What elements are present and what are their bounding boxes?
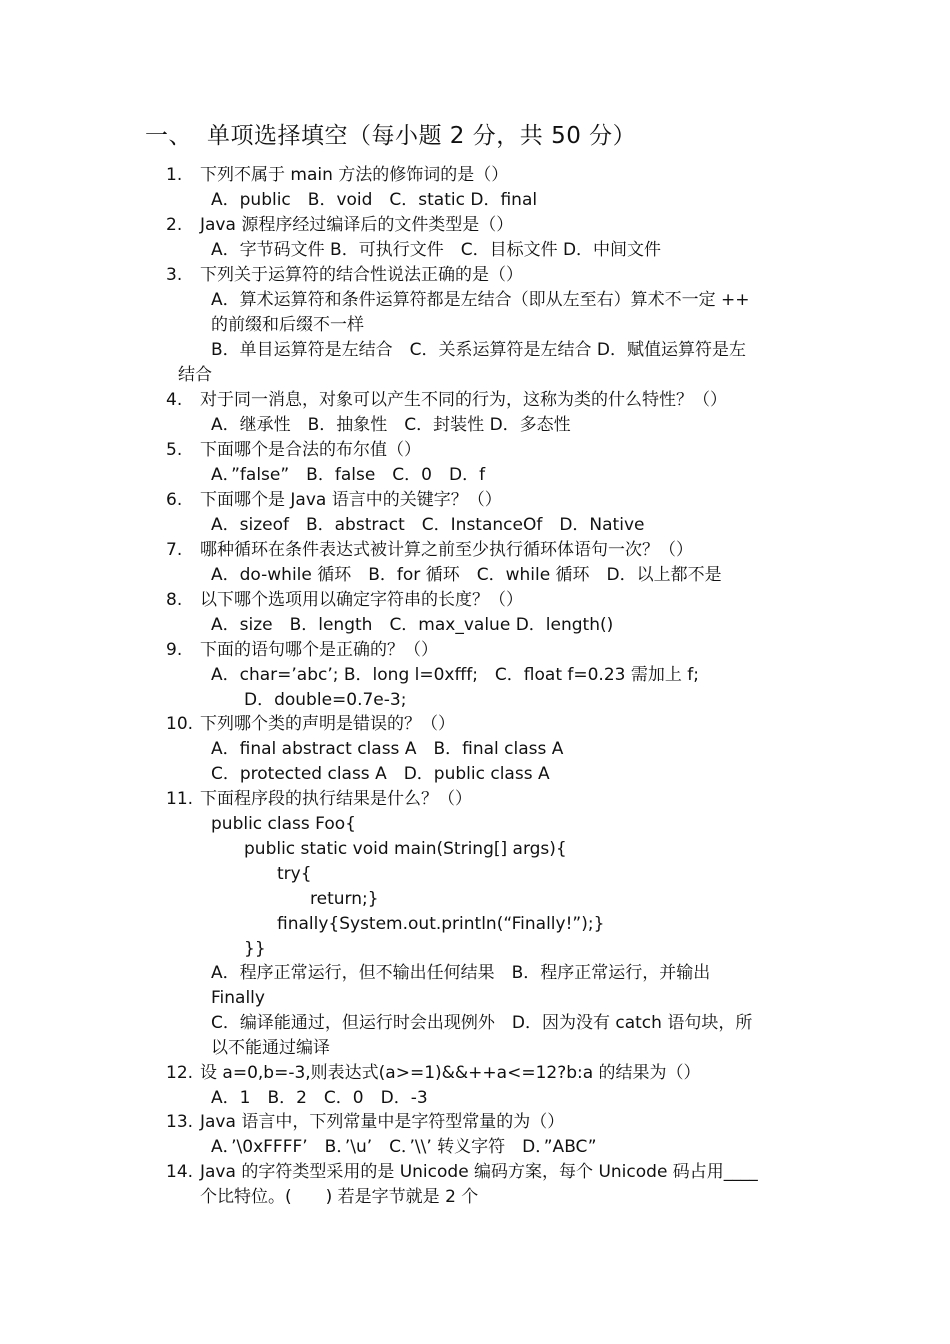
question-number: 4. — [166, 390, 183, 410]
code-line: return;} — [310, 889, 379, 909]
question-options: 的前缀和后缀不一样 — [211, 315, 364, 335]
question-number: 6. — [166, 490, 183, 510]
question-text: 设 a=0,b=-3,则表达式(a>=1)&&++a<=12?b:a 的结果为（） — [200, 1063, 701, 1083]
section-number: 一、 — [145, 123, 192, 149]
question-number: 9. — [166, 640, 183, 660]
question-number: 12. — [166, 1063, 194, 1083]
code-line: }} — [244, 939, 266, 959]
question-number: 14. — [166, 1162, 194, 1182]
question-number: 2. — [166, 215, 183, 235]
question-options: D．double=0.7e-3; — [244, 690, 407, 710]
question-options: A．do-while 循环 B．for 循环 C．while 循环 D．以上都不是 — [211, 565, 722, 585]
question-options: A．’\0xFFFF’ B．’\u’ C．’\\’ 转义字符 D．”ABC” — [211, 1137, 597, 1157]
question-number: 1. — [166, 165, 183, 185]
question-options: Finally — [211, 988, 265, 1008]
question-text: 下面哪个是合法的布尔值（） — [200, 440, 421, 460]
question-options: A．继承性 B．抽象性 C．封装性 D．多态性 — [211, 415, 571, 435]
code-line: public class Foo{ — [211, 814, 356, 834]
question-options: A．final abstract class A B．final class A — [211, 739, 564, 759]
question-text: 下面程序段的执行结果是什么？（） — [200, 789, 472, 809]
question-text: 下列不属于 main 方法的修饰词的是（） — [200, 165, 509, 185]
question-options: A．字节码文件 B．可执行文件 C．目标文件 D．中间文件 — [211, 240, 662, 260]
question-options: A．1 B．2 C．0 D．-3 — [211, 1088, 428, 1108]
question-number: 13. — [166, 1112, 194, 1132]
question-options: A．char=’abc’; B．long l=0xfff; C．float f=0.23 需加上 f; — [211, 665, 699, 685]
question-number: 10. — [166, 714, 194, 734]
question-text: Java 语言中，下列常量中是字符型常量的为（） — [200, 1112, 565, 1132]
question-options: A．sizeof B．abstract C．InstanceOf D．Native — [211, 515, 645, 535]
question-options: A．size B．length C．max_value D．length() — [211, 615, 614, 635]
question-options: 结合 — [178, 365, 212, 385]
code-line: public static void main(String[] args){ — [244, 839, 567, 859]
question-options: A．程序正常运行，但不输出任何结果 B．程序正常运行，并输出 — [211, 963, 711, 983]
section-heading — [145, 117, 636, 150]
question-text: 下面哪个是 Java 语言中的关键字？（） — [200, 490, 502, 510]
question-text: 下列哪个类的声明是错误的？（） — [200, 714, 455, 734]
question-text: 下面的语句哪个是正确的？（） — [200, 640, 438, 660]
question-options: C．protected class A D．public class A — [211, 764, 550, 784]
question-number: 8. — [166, 590, 183, 610]
question-number: 11. — [166, 789, 194, 809]
question-options: C．编译能通过，但运行时会出现例外 D．因为没有 catch 语句块，所 — [211, 1013, 753, 1033]
question-text: 哪种循环在条件表达式被计算之前至少执行循环体语句一次？（） — [200, 540, 693, 560]
question-options: B．单目运算符是左结合 C．关系运算符是左结合 D．赋值运算符是左 — [211, 340, 747, 360]
question-options: 个比特位。( ) 若是字节就是 2 个 — [200, 1187, 479, 1207]
question-text: 对于同一消息，对象可以产生不同的行为，这称为类的什么特性？（） — [200, 390, 727, 410]
question-number: 3. — [166, 265, 183, 285]
question-text: Java 源程序经过编译后的文件类型是（） — [200, 215, 514, 235]
code-line: try{ — [277, 864, 312, 884]
section-title: 单项选择填空（每小题 2 分，共 50 分） — [207, 123, 637, 149]
question-number: 5. — [166, 440, 183, 460]
question-text: 以下哪个选项用以确定字符串的长度？（） — [200, 590, 523, 610]
question-options: A．算术运算符和条件运算符都是左结合（即从左至右）算术不一定 ++ — [211, 290, 750, 310]
question-text: Java 的字符类型采用的是 Unicode 编码方案，每个 Unicode 码占用____ — [200, 1162, 758, 1182]
question-options: A．public B．void C．static D．final — [211, 190, 538, 210]
question-options: A．”false” B．false C．0 D．f — [211, 465, 486, 485]
question-number: 7. — [166, 540, 183, 560]
question-options: 以不能通过编译 — [211, 1038, 330, 1058]
code-line: finally{System.out.println(“Finally!”);} — [277, 914, 605, 934]
question-text: 下列关于运算符的结合性说法正确的是（） — [200, 265, 523, 285]
